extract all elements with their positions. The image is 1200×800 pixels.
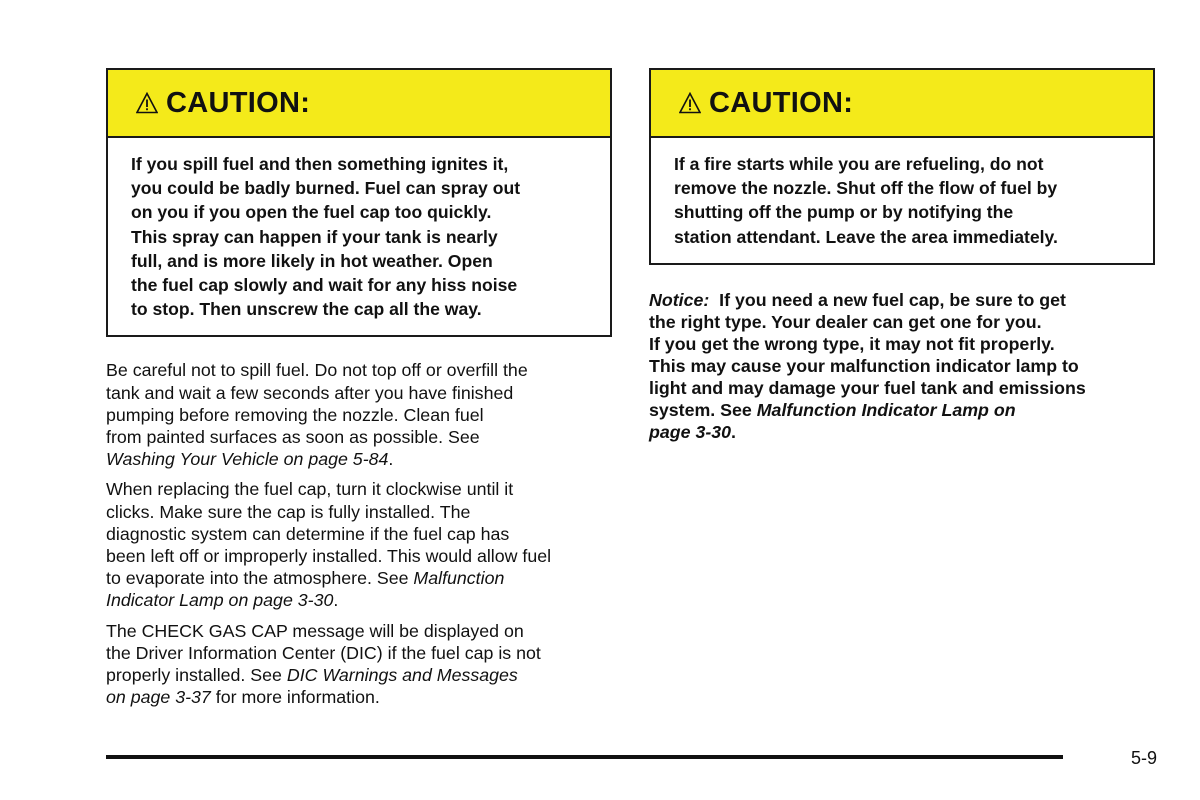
text-line: If you get the wrong type, it may not fit properly. <box>649 334 1055 354</box>
text-line <box>106 686 612 708</box>
text-line: diagnostic system can determine if the fuel cap has <box>106 523 510 544</box>
text-line: been left off or improperly installed. This would allow fuel <box>106 546 552 567</box>
text-line: The CHECK GAS CAP message will be displayed on <box>106 620 524 641</box>
paragraph-replacing-cap <box>106 478 612 611</box>
warning-triangle-icon <box>679 92 701 114</box>
warning-triangle-icon <box>136 92 158 114</box>
text-fragment: for more information. <box>210 687 380 708</box>
text-line: the right type. Your dealer can get one for you. <box>649 311 1042 332</box>
text-line: clicks. Make sure the cap is fully installed. The <box>106 501 471 522</box>
caution-line: station attendant. Leave the area immediately. <box>674 226 1058 247</box>
left-column <box>106 68 612 716</box>
caution-text <box>108 138 610 335</box>
paragraph-spill-fuel <box>106 359 612 470</box>
caution-title: CAUTION: <box>166 86 311 119</box>
cross-reference-link[interactable]: Malfunction <box>413 568 505 589</box>
caution-line: If a fire starts while you are refueling, do not <box>674 154 1044 174</box>
caution-line: to stop. Then unscrew the cap all the way. <box>131 299 482 320</box>
text-line: pumping before removing the nozzle. Clean fuel <box>106 404 484 425</box>
text-line: light and may damage your fuel tank and emissions <box>649 378 1086 399</box>
caution-line: shutting off the pump or by notifying the <box>674 202 1014 223</box>
text-line: Be careful not to spill fuel. Do not top off or overfill the <box>106 360 528 381</box>
text-line: the Driver Information Center (DIC) if the fuel cap is not <box>106 642 541 663</box>
text-line <box>106 448 612 470</box>
cross-reference-link[interactable]: on page 3-37 <box>106 687 211 708</box>
text-line <box>649 421 1155 443</box>
text-fragment: system. See <box>649 400 757 421</box>
caution-text <box>651 138 1153 263</box>
caution-header <box>108 70 610 138</box>
caution-header <box>651 70 1153 138</box>
text-fragment: properly installed. See <box>106 665 287 686</box>
punctuation: . <box>333 590 339 611</box>
text-line <box>106 664 612 686</box>
caution-title: CAUTION: <box>709 86 854 119</box>
caution-line: on you if you open the fuel cap too quickly. <box>131 202 492 223</box>
text-line: This may cause your malfunction indicator lamp to <box>649 356 1079 377</box>
caution-line: If you spill fuel and then something ignites it, <box>131 154 509 174</box>
text-line: When replacing the fuel cap, turn it clockwise until it <box>106 479 514 500</box>
caution-line: This spray can happen if your tank is nearly <box>131 226 498 247</box>
text-line <box>106 567 612 589</box>
notice-label: Notice: <box>649 289 710 310</box>
caution-box-fire <box>649 68 1155 265</box>
cross-reference-link[interactable]: DIC Warnings and Messages <box>286 665 518 686</box>
caution-line: you could be badly burned. Fuel can spray out <box>131 178 521 199</box>
text-line: tank and wait a few seconds after you have finished <box>106 382 514 403</box>
footer-rule <box>106 755 1063 759</box>
cross-reference-link[interactable]: Indicator Lamp on page 3-30 <box>106 590 334 611</box>
notice-paragraph <box>649 289 1155 444</box>
text-line: from painted surfaces as soon as possible. See <box>106 427 480 448</box>
text-line <box>649 289 1155 311</box>
punctuation: . <box>731 422 736 443</box>
text-line <box>649 399 1155 421</box>
cross-reference-link[interactable]: Washing Your Vehicle on page 5-84 <box>106 449 389 470</box>
caution-line: full, and is more likely in hot weather. Open <box>131 250 493 271</box>
caution-box-fuel-spill <box>106 68 612 337</box>
cross-reference-link[interactable]: page 3-30 <box>649 422 732 443</box>
text-line <box>106 589 612 611</box>
text-fragment: If you need a new fuel cap, be sure to get <box>719 289 1066 310</box>
right-column <box>649 68 1155 443</box>
caution-line: remove the nozzle. Shut off the flow of fuel by <box>674 178 1058 199</box>
punctuation: . <box>388 449 394 470</box>
paragraph-check-gas-cap <box>106 620 612 709</box>
text-fragment: to evaporate into the atmosphere. See <box>106 568 414 589</box>
caution-line: the fuel cap slowly and wait for any hiss noise <box>131 275 518 296</box>
page-number: 5-9 <box>1130 748 1157 768</box>
cross-reference-link[interactable]: Malfunction Indicator Lamp on <box>756 400 1016 421</box>
